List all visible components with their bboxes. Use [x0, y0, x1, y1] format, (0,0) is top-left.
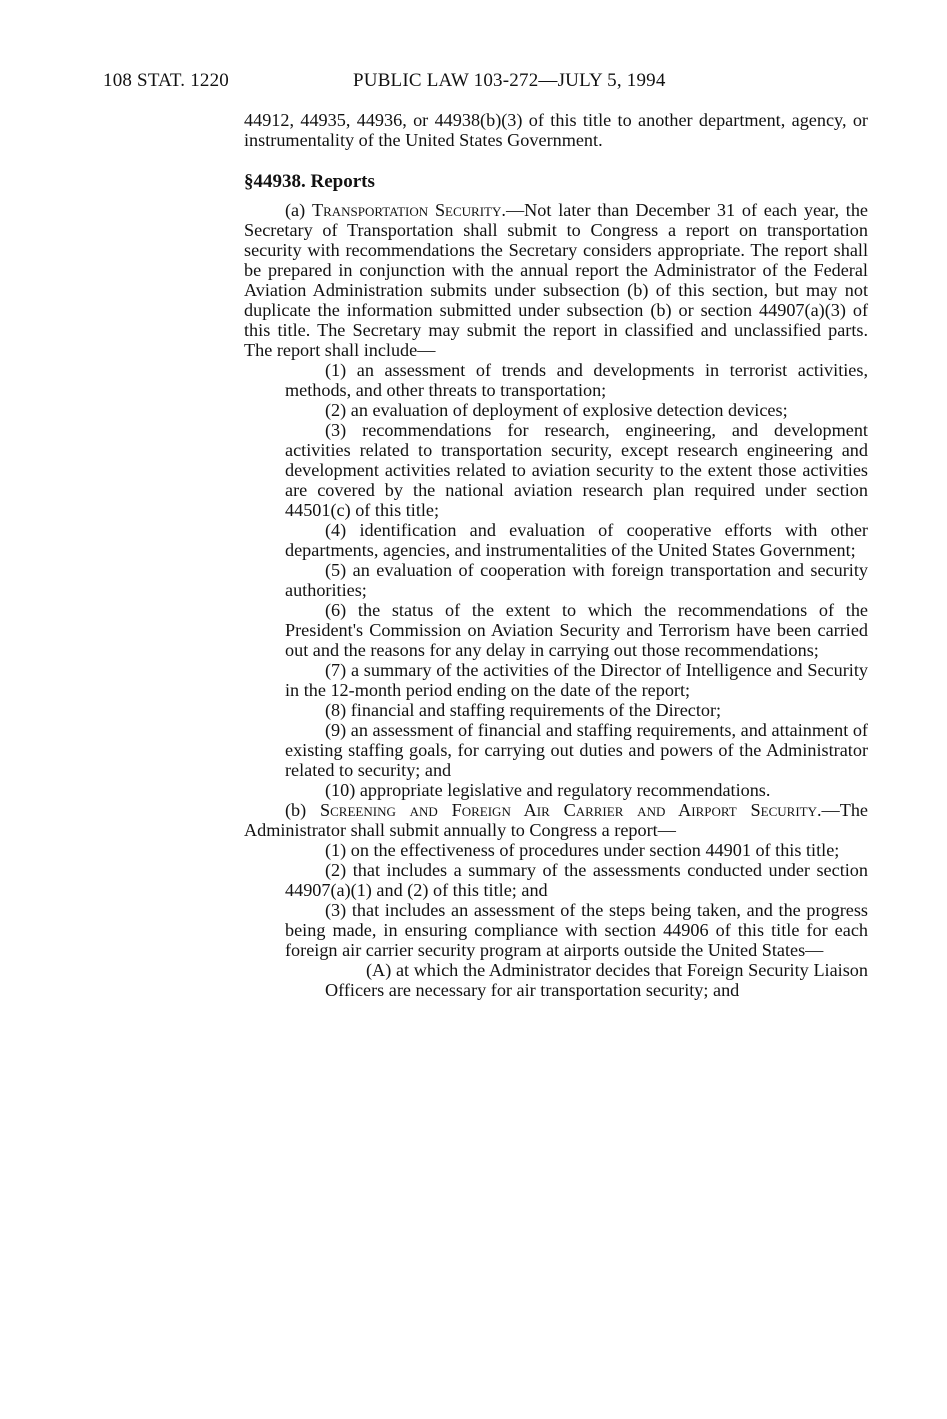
list-item: (1) on the effectiveness of procedures under section 44901 of this title; — [325, 840, 840, 860]
list-item: (2) that includes a summary of the assessments conducted under section 44907(a)(1) and (2) of this title; and — [285, 860, 868, 900]
list-item: (10) appropriate legislative and regulatory recommendations. — [325, 780, 771, 800]
subsection-b-caption: Screening and Foreign Air Carrier and Airport Security. — [320, 800, 822, 820]
list-item: (2) an evaluation of deployment of explosive detection devices; — [325, 400, 788, 420]
subsection-b-label: (b) — [285, 800, 321, 820]
header-page-cite: 108 STAT. 1220 — [103, 70, 230, 91]
subsection-a — [244, 200, 868, 360]
subsection-a-caption: Transportation Security. — [311, 200, 506, 220]
subsection-b-text: —The Administrator shall submit annually to Congress a report— — [244, 800, 868, 840]
list-item: (3) recommendations for research, engineering, and development activities related to transportation security, except research engineering and development activities related to aviation security to the extent those activities are covered by the national aviation research plan required under section 44501(c) of this title; — [285, 420, 868, 520]
list-item: (4) identification and evaluation of cooperative efforts with other departments, agencies, and instrumentalities of the United States Government; — [285, 520, 868, 560]
subsection-a-label: (a) — [285, 200, 312, 220]
subsection-b — [244, 800, 868, 840]
running-header — [103, 70, 763, 92]
list-item: (8) financial and staffing requirements of the Director; — [325, 700, 722, 720]
subsection-a-text: —Not later than December 31 of each year, the Secretary of Transportation shall submit to Congress a report on transportation security with recommendations the Secretary considers appropriate. The report shall be prepared in conjunction with the annual report the Administrator of the Federal Aviation Administration submits under subsection (b) of this section, but may not duplicate the information submitted under subsection (b) or section 44907(a)(3) of this title. The Secretary may submit the report in classified and unclassified parts. The report shall include— — [244, 200, 868, 360]
document-body — [244, 110, 868, 1000]
list-item: (6) the status of the extent to which the recommendations of the President's Commission on Aviation Security and Terrorism have been carried out and the reasons for any delay in carrying out those recommendations; — [285, 600, 868, 660]
continuation-paragraph: 44912, 44935, 44936, or 44938(b)(3) of this title to another department, agency, or instrumentality of the United States Government. — [244, 110, 868, 150]
list-item: (1) an assessment of trends and developments in terrorist activities, methods, and other threats to transportation; — [285, 360, 868, 400]
section-heading: §44938. Reports — [244, 171, 375, 192]
list-item: (9) an assessment of financial and staffing requirements, and attainment of existing staffing goals, for carrying out duties and powers of the Administrator related to security; and — [285, 720, 868, 780]
header-law-title: PUBLIC LAW 103-272—JULY 5, 1994 — [353, 70, 666, 91]
list-item: (5) an evaluation of cooperation with foreign transportation and security authorities; — [285, 560, 868, 600]
list-item: (3) that includes an assessment of the steps being taken, and the progress being made, in ensuring compliance with section 44906 of this title for each foreign air carrier security program at airports outside the United States— — [285, 900, 868, 960]
sub-list-item: (A) at which the Administrator decides that Foreign Security Liaison Officers are necessary for air transportation security; and — [325, 960, 868, 1000]
list-item: (7) a summary of the activities of the Director of Intelligence and Security in the 12-month period ending on the date of the report; — [285, 660, 868, 700]
